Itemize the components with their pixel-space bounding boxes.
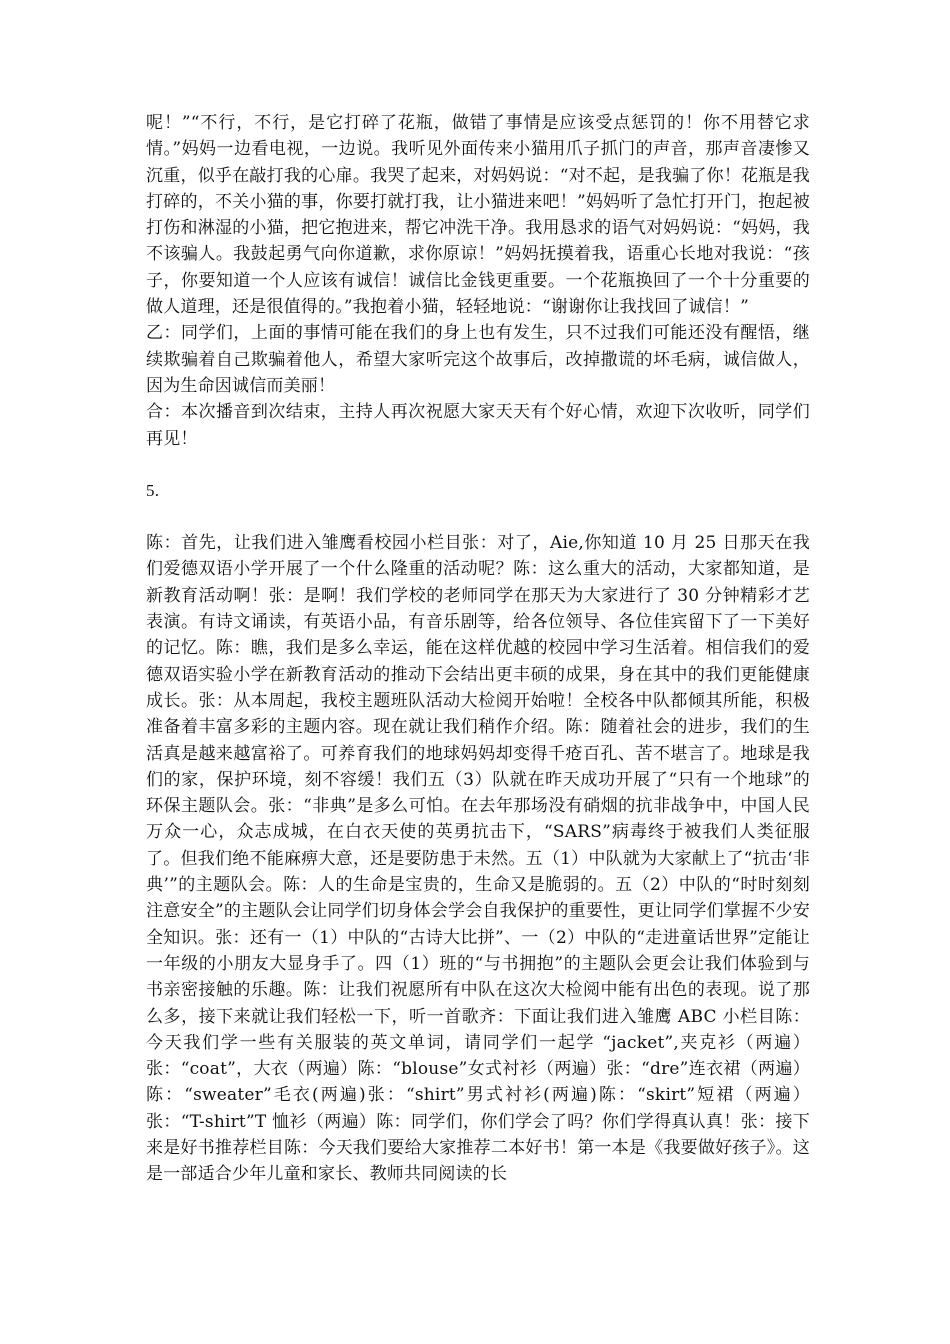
closing-paragraph: 合：本次播音到次结束，主持人再次祝愿大家天天有个好心情，欢迎下次收听，同学们再见！ — [146, 402, 810, 449]
story-paragraph: 呢！”“不行，不行，是它打碎了花瓶，做错了事情是应该受点惩罚的！你不用替它求情。”妈妈一边看电视，一边说。我听见外面传来小猫用爪子抓门的声音，那声音凄惨又沉重，似乎在敲打我的心扉。我哭了起来，对妈妈说：“对不起，是我骗了你！花瓶是我打碎的，不关小猫的事，你要打就打我，让小猫进来吧！”妈妈听了急忙打开门，抱起被打伤和淋湿的小猫，把它抱进来，帮它冲洗干净。我用恳求的语气对妈妈说：“妈妈，我不该骗人。我鼓起勇气向你道歉，求你原谅！”妈妈抚摸着我，语重心长地对我说：“孩子，你要知道一个人应该有诚信！诚信比金钱更重要。一个花瓶换回了一个十分重要的做人道理，还是很值得的。”我抱着小猫，轻轻地说：“谢谢你让我找回了诚信！” — [146, 113, 810, 318]
spacer — [146, 452, 810, 478]
speaker-yi-paragraph: 乙：同学们，上面的事情可能在我们的身上也有发生，只不过我们可能还没有醒悟，继续欺骗着自己欺骗着他人，希望大家听完这个故事后，改掉撒谎的坏毛病，诚信做人，因为生命因诚信而美丽！ — [146, 323, 810, 396]
section-number: 5. — [146, 480, 160, 500]
dialogue-paragraph: 陈：首先，让我们进入雏鹰看校园小栏目张：对了，Aie,你知道 10 月 25 日那天在我们爱德双语小学开展了一个什么隆重的活动呢？陈：这么重大的活动，大家都知道，是新教育活动啊！张：是啊！我们学校的老师同学在那天为大家进行了 30 分钟精彩才艺表演。有诗文诵读，有英语小品，有音乐剧等，给各位领导、各位佳宾留下了一下美好的记忆。陈：瞧，我们是多么幸运，能在这样优越的校园中学习生活着。相信我们的爱德双语实验小学在新教育活动的推动下会结出更丰硕的成果，身在其中的我们更能健康成长。张：从本周起，我校主题班队活动大检阅开始啦！全校各中队都倾其所能，积极准备着丰富多彩的主题内容。现在就让我们稍作介绍。陈：随着社会的进步，我们的生活真是越来越富裕了。可养育我们的地球妈妈却变得千疮百孔、苦不堪言了。地球是我们的家，保护环境，刻不容缓！我们五（3）队就在昨天成功开展了“只有一个地球”的环保主题队会。张：“非典”是多么可怕。在去年那场没有硝烟的抗非战争中，中国人民万众一心，众志成城，在白衣天使的英勇抗击下，“SARS”病毒终于被我们人类征服了。但我们绝不能麻痹大意，还是要防患于未然。五（1）中队就为大家献上了“抗击‘非典’”的主题队会。陈：人的生命是宝贵的，生命又是脆弱的。五（2）中队的“时时刻刻注意安全”的主题队会让同学们切身体会学会自我保护的重要性，更让同学们掌握不少安全知识。张：还有一（1）中队的“古诗大比拼”、一（2）中队的“走进童话世界”定能让一年级的小朋友大显身手了。四（1）班的“与书拥抱”的主题队会更会让我们体验到与书亲密接触的乐趣。陈：让我们祝愿所有中队在这次大检阅中能有出色的表现。说了那么多，接下来就让我们轻松一下，听一首歌齐：下面让我们进入雏鹰 ABC 小栏目陈：今天我们学一些有关服装的英文单词，请同学们一起学 “jacket”,夹克衫（两遍）张：“coat”，大衣（两遍）陈：“blouse”女式衬衫（两遍）张：“dre”连衣裙（两遍）陈：“sweater”毛衣(两遍)张：“shirt”男式衬衫(两遍)陈：“skirt”短裙（两遍）张：“T-shirt”T 恤衫（两遍）陈：同学们，你们学会了吗？你们学得真认真！张：接下来是好书推荐栏目陈：今天我们要给大家推荐二本好书！第一本是《我要做好孩子》。这是一部适合少年儿童和家长、教师共同阅读的长 — [146, 533, 810, 1185]
spacer — [146, 504, 810, 530]
document-page — [146, 110, 810, 1188]
